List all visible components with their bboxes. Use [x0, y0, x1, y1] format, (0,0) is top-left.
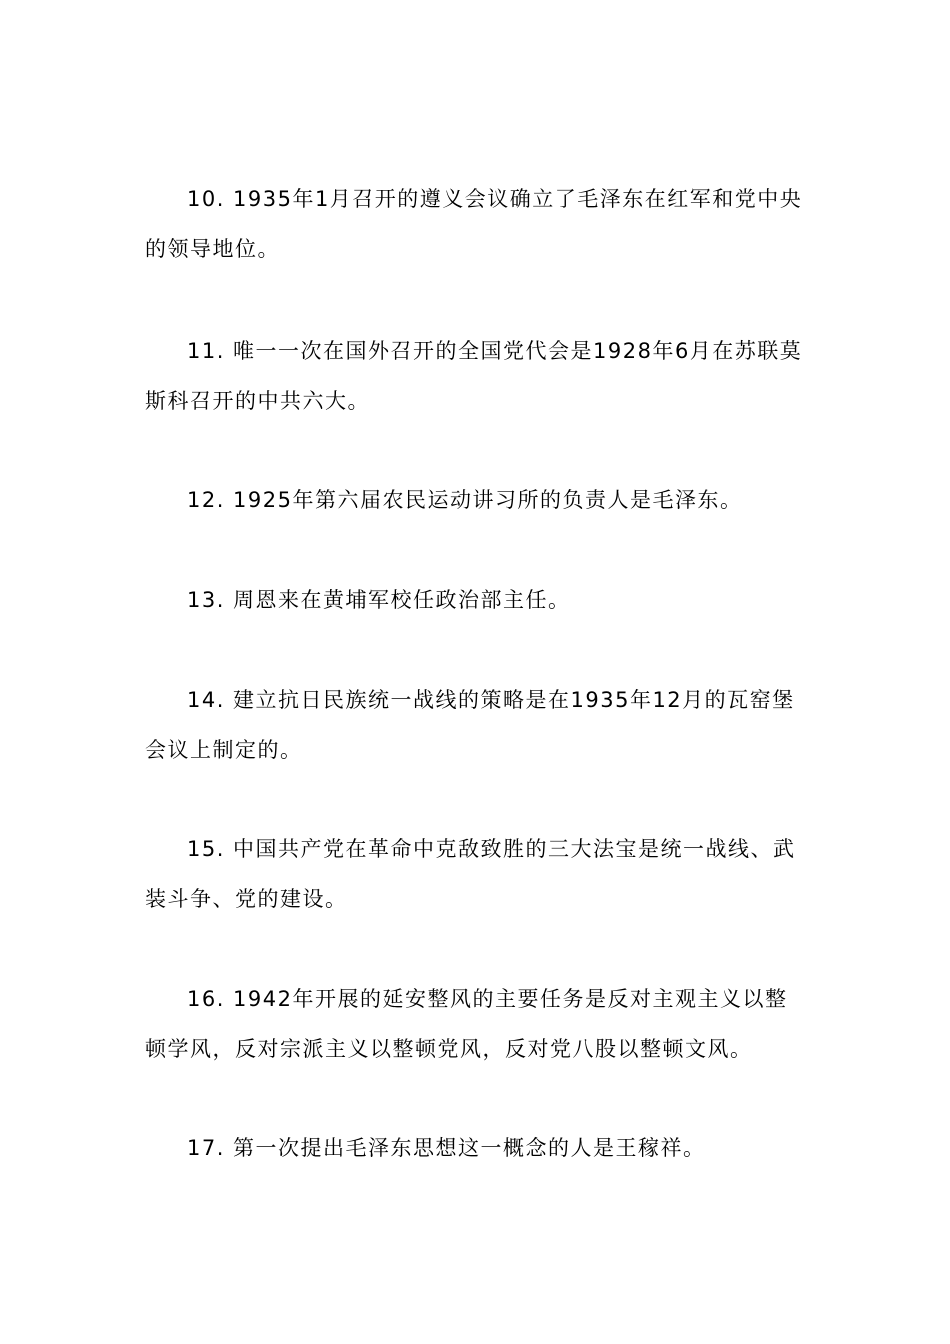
- list-item: [145, 575, 805, 625]
- item-number: 13.: [187, 588, 225, 612]
- item-text: 1935年1月召开的遵义会议确立了毛泽东在红军和党中央的领导地位。: [145, 187, 803, 261]
- item-text: 第一次提出毛泽东思想这一概念的人是王稼祥。: [233, 1136, 706, 1160]
- list-item: [145, 174, 805, 274]
- item-number: 17.: [187, 1136, 225, 1160]
- item-number: 11.: [187, 339, 225, 363]
- item-text: 1925年第六届农民运动讲习所的负责人是毛泽东。: [233, 488, 743, 512]
- item-number: 12.: [187, 488, 225, 512]
- item-text: 周恩来在黄埔军校任政治部主任。: [233, 588, 571, 612]
- item-text: 唯一一次在国外召开的全国党代会是1928年6月在苏联莫斯科召开的中共六大。: [145, 339, 803, 413]
- item-text: 建立抗日民族统一战线的策略是在1935年12月的瓦窑堡会议上制定的。: [145, 688, 795, 762]
- list-item: [145, 326, 805, 426]
- list-item: [145, 675, 805, 775]
- item-number: 14.: [187, 688, 225, 712]
- item-number: 10.: [187, 187, 225, 211]
- list-item: [145, 475, 805, 525]
- item-text: 1942年开展的延安整风的主要任务是反对主观主义以整顿学风，反对宗派主义以整顿党风，反对党八股以整顿文风。: [145, 987, 788, 1061]
- list-item: [145, 1123, 805, 1173]
- list-item: [145, 824, 805, 924]
- list-item: [145, 974, 805, 1074]
- item-number: 16.: [187, 987, 225, 1011]
- item-number: 15.: [187, 837, 225, 861]
- item-text: 中国共产党在革命中克敌致胜的三大法宝是统一战线、武装斗争、党的建设。: [145, 837, 796, 911]
